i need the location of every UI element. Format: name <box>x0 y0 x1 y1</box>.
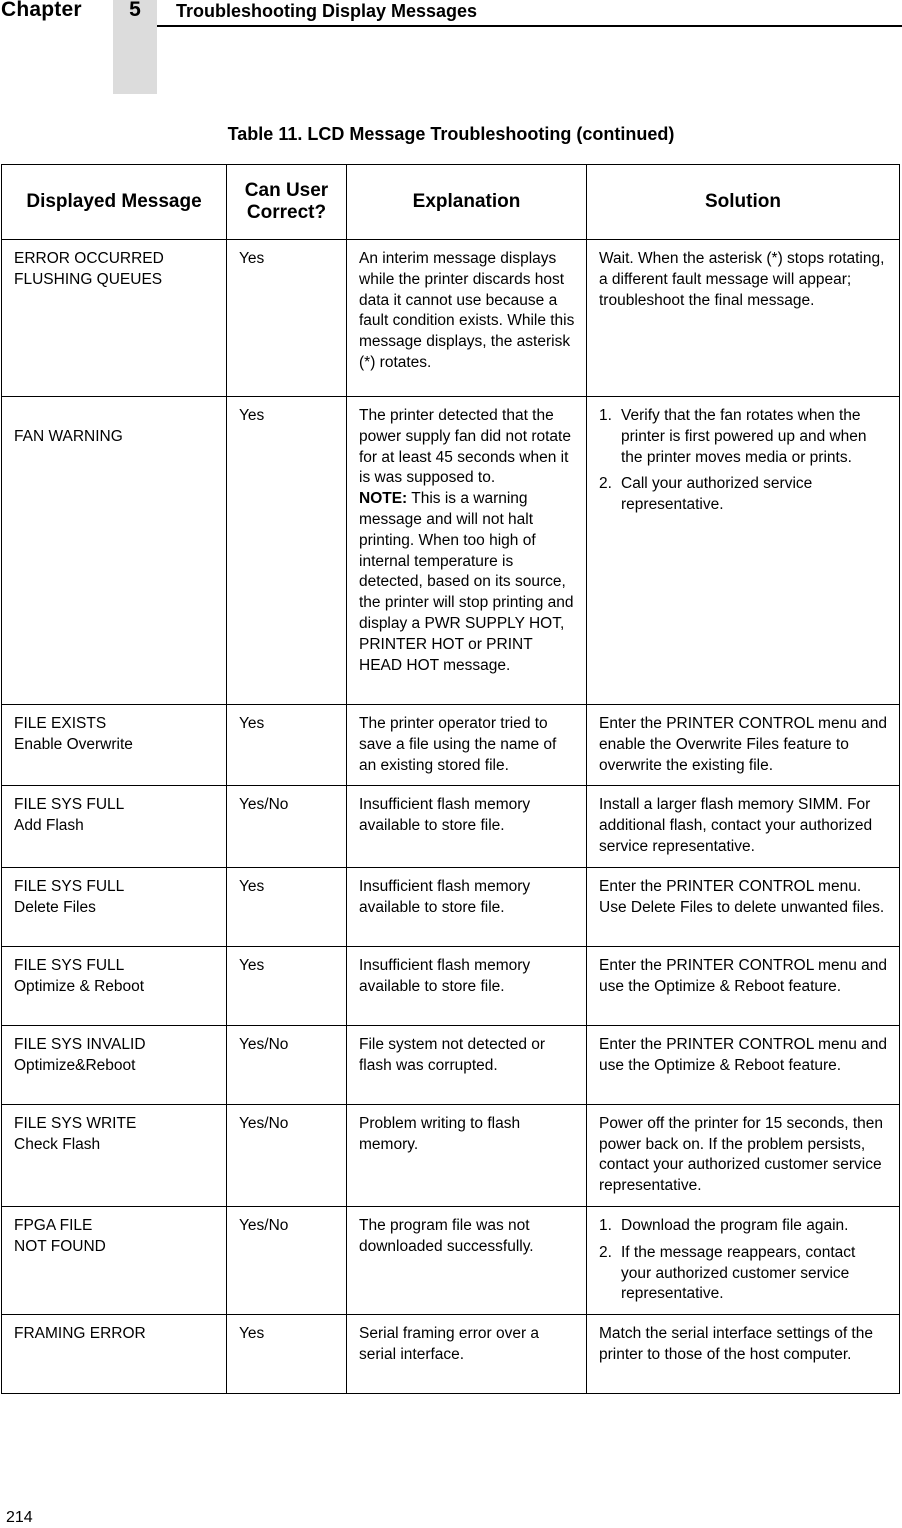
message-line: FRAMING ERROR <box>14 1325 146 1343</box>
explanation-cell: The printer operator tried to save a file using the name of an existing stored file. <box>347 705 587 786</box>
column-header-correct-line2: Correct? <box>246 202 327 223</box>
solution-step: 1. Verify that the fan rotates when the printer is first powered up and when the printer moves media or prints. <box>599 407 867 466</box>
column-header-can-user-correct <box>227 165 347 240</box>
solution-step: 1. Download the program file again. <box>599 1216 849 1234</box>
can-correct-cell: Yes <box>227 705 347 786</box>
note-label: NOTE: <box>359 490 408 508</box>
solution-step: 2. If the message reappears, contact your authorized customer service representative. <box>599 1243 856 1303</box>
table-header-row <box>2 165 900 240</box>
explanation-cell <box>347 397 587 705</box>
column-header-message: Displayed Message <box>2 165 227 240</box>
explanation-cell: File system not detected or flash was corrupted. <box>347 1025 587 1104</box>
table-row <box>2 1206 900 1314</box>
solution-step: 2. Call your authorized service representative. <box>599 475 813 514</box>
section-title: Troubleshooting Display Messages <box>176 1 478 21</box>
message-line: Optimize & Reboot <box>14 977 145 995</box>
solution-cell: Install a larger flash memory SIMM. For additional flash, contact your authorized service representative. <box>587 786 900 867</box>
explanation-cell: Problem writing to flash memory. <box>347 1104 587 1206</box>
message-cell <box>2 1315 227 1394</box>
note-text: This is a warning message and will not halt printing. When too high of internal temperature is detected, based on its source, the printer will stop printing and display a PWR SUPPLY HOT, PRINTER HOT or PRINT HEAD HOT message. <box>359 490 574 674</box>
chapter-number: 5 <box>129 0 141 21</box>
step-text: If the message reappears, contact your authorized customer service representative. <box>621 1243 856 1303</box>
message-cell <box>2 946 227 1025</box>
message-line: Check Flash <box>14 1135 101 1153</box>
message-cell <box>2 1025 227 1104</box>
solution-cell: Enter the PRINTER CONTROL menu. Use Delete Files to delete unwanted files. <box>587 867 900 946</box>
chapter-label: Chapter <box>1 0 82 21</box>
explanation-cell: An interim message displays while the printer discards host data it cannot use because a fault condition exists. While this message displays, the asterisk (*) rotates. <box>347 240 587 397</box>
step-text: Call your authorized service representative. <box>621 475 813 514</box>
header-rule <box>157 25 902 27</box>
message-line: Delete Files <box>14 898 96 916</box>
message-line: FILE SYS FULL <box>14 956 125 974</box>
step-text: Download the program file again. <box>621 1216 849 1234</box>
column-header-solution: Solution <box>587 165 900 240</box>
solution-steps <box>599 1216 889 1305</box>
solution-cell: Power off the printer for 15 seconds, then power back on. If the problem persists, contact your authorized customer service representative. <box>587 1104 900 1206</box>
solution-steps <box>599 406 889 516</box>
can-correct-cell: Yes <box>227 240 347 397</box>
message-line: FILE SYS INVALID <box>14 1035 146 1053</box>
message-cell <box>2 705 227 786</box>
message-cell <box>2 867 227 946</box>
chapter-tab <box>113 0 157 94</box>
message-line: FLUSHING QUEUES <box>14 270 163 288</box>
message-line: Enable Overwrite <box>14 735 133 753</box>
message-line: FILE EXISTS <box>14 715 107 732</box>
can-correct-cell: Yes/No <box>227 786 347 867</box>
can-correct-cell: Yes/No <box>227 1104 347 1206</box>
page-number: 214 <box>6 1509 33 1526</box>
message-cell <box>2 240 227 397</box>
solution-cell <box>587 1206 900 1314</box>
message-line: FPGA FILE <box>14 1216 93 1234</box>
solution-cell: Match the serial interface settings of the printer to those of the host computer. <box>587 1315 900 1394</box>
message-line: Add Flash <box>14 817 84 835</box>
table-row <box>2 1315 900 1394</box>
column-header-explanation: Explanation <box>347 165 587 240</box>
solution-cell <box>587 397 900 705</box>
table-row <box>2 946 900 1025</box>
table-row <box>2 705 900 786</box>
table-row <box>2 786 900 867</box>
explanation-text: The printer detected that the power supply fan did not rotate for at least 45 seconds when it is was supposed to. <box>359 407 571 487</box>
solution-cell: Enter the PRINTER CONTROL menu and use the Optimize & Reboot feature. <box>587 946 900 1025</box>
message-line: FILE SYS FULL <box>14 796 125 814</box>
can-correct-cell: Yes <box>227 397 347 705</box>
message-line: ERROR OCCURRED <box>14 250 164 267</box>
message-line: FILE SYS WRITE <box>14 1114 137 1132</box>
can-correct-cell: Yes <box>227 1315 347 1394</box>
explanation-cell: Insufficient flash memory available to store file. <box>347 946 587 1025</box>
explanation-cell: Insufficient flash memory available to store file. <box>347 867 587 946</box>
table-caption: Table 11. LCD Message Troubleshooting (continued) <box>227 124 675 144</box>
explanation-cell: The program file was not downloaded successfully. <box>347 1206 587 1314</box>
explanation-cell: Insufficient flash memory available to store file. <box>347 786 587 867</box>
can-correct-cell: Yes <box>227 867 347 946</box>
can-correct-cell: Yes/No <box>227 1025 347 1104</box>
table-row <box>2 1025 900 1104</box>
step-text: Verify that the fan rotates when the printer is first powered up and when the printer moves media or prints. <box>621 407 867 466</box>
page-header <box>0 0 902 27</box>
message-line: NOT FOUND <box>14 1237 106 1255</box>
message-line: FAN WARNING <box>14 428 123 445</box>
table-row <box>2 867 900 946</box>
solution-cell: Wait. When the asterisk (*) stops rotating, a different fault message will appear; troubleshoot the final message. <box>587 240 900 397</box>
solution-cell: Enter the PRINTER CONTROL menu and enable the Overwrite Files feature to overwrite the existing file. <box>587 705 900 786</box>
message-cell <box>2 786 227 867</box>
lcd-message-table <box>1 164 900 1394</box>
message-line: Optimize&Reboot <box>14 1056 136 1074</box>
solution-cell: Enter the PRINTER CONTROL menu and use the Optimize & Reboot feature. <box>587 1025 900 1104</box>
column-header-correct-line1: Can User <box>244 180 329 201</box>
can-correct-cell: Yes <box>227 946 347 1025</box>
table-row <box>2 397 900 705</box>
message-cell <box>2 1206 227 1314</box>
table-row <box>2 240 900 397</box>
note-block <box>359 489 576 676</box>
message-cell <box>2 1104 227 1206</box>
can-correct-cell: Yes/No <box>227 1206 347 1314</box>
table-row <box>2 1104 900 1206</box>
message-line: FILE SYS FULL <box>14 877 125 895</box>
message-cell <box>2 397 227 705</box>
explanation-cell: Serial framing error over a serial interface. <box>347 1315 587 1394</box>
